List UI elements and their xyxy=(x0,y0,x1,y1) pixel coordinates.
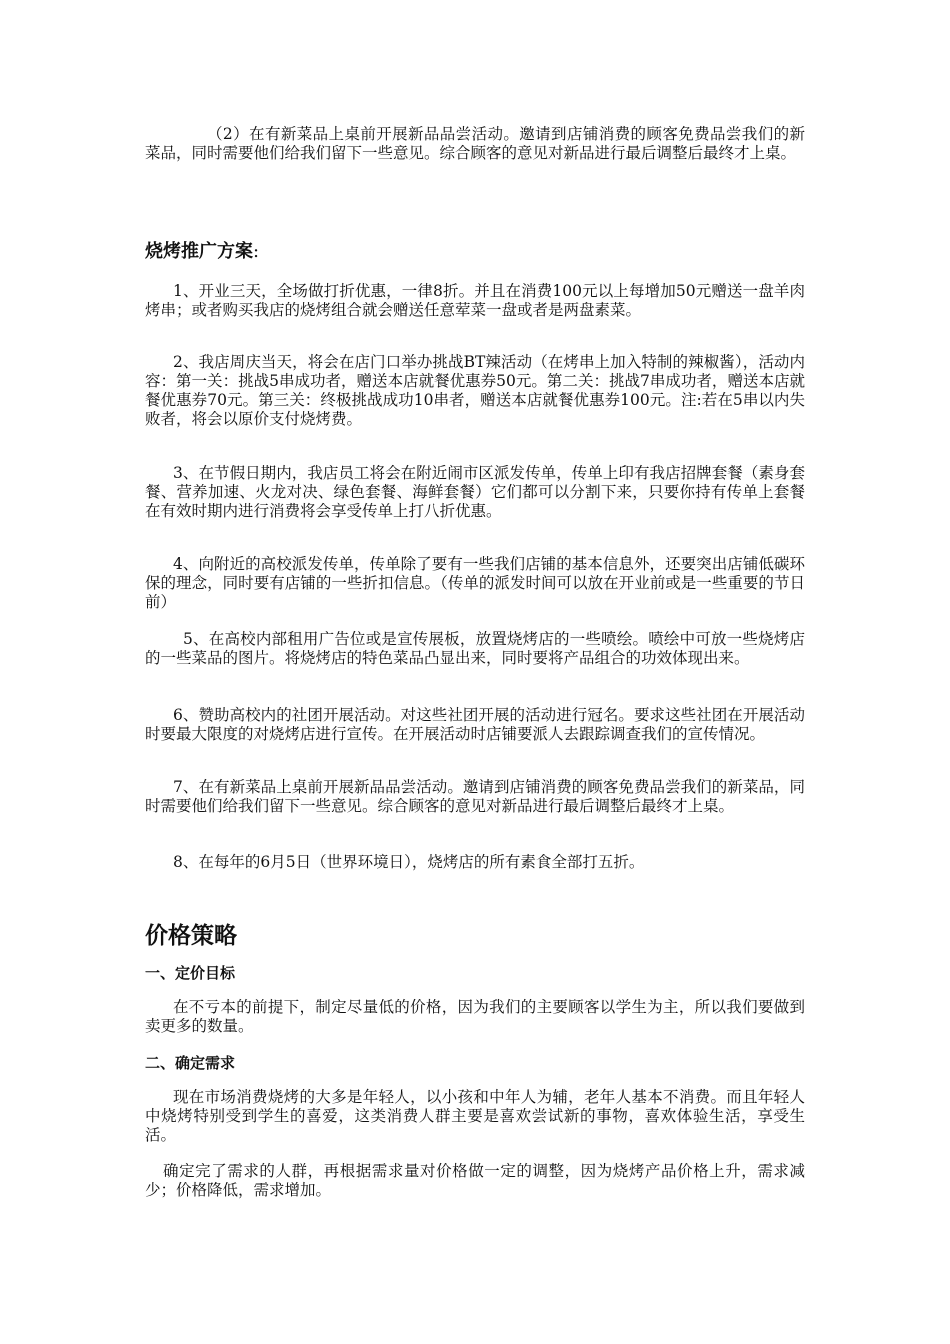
intro-paragraph: （2）在有新菜品上桌前开展新品品尝活动。邀请到店铺消费的顾客免费品尝我们的新菜品，同时需要他们给我们留下一些意见。综合顾客的意见对新品进行最后调整后最终才上桌。 xyxy=(145,125,805,162)
pricing-heading: 价格策略 xyxy=(145,923,237,949)
pricing-section2-paragraph2-block xyxy=(145,1162,805,1200)
pricing-section2-title-block xyxy=(145,1054,805,1073)
promo-item-4 xyxy=(145,555,805,612)
promo-item-text: 6、赞助高校内的社团开展活动。对这些社团开展的活动进行冠名。要求这些社团在开展活动时要最大限度的对烧烤店进行宣传。在开展活动时店铺要派人去跟踪调查我们的宣传情况。 xyxy=(145,706,805,743)
promo-heading-text: 烧烤推广方案 xyxy=(145,241,253,262)
promo-item-5 xyxy=(145,630,805,668)
promo-item-1 xyxy=(145,282,805,320)
promo-item-text: 4、向附近的高校派发传单，传单除了要有一些我们店铺的基本信息外，还要突出店铺低碳环保的理念，同时要有店铺的一些折扣信息。（传单的派发时间可以放在开业前或是一些重要的节日前） xyxy=(145,555,805,611)
promo-item-3 xyxy=(145,464,805,521)
promo-item-text: 5、在高校内部租用广告位或是宣传展板，放置烧烤店的一些喷绘。喷绘中可放一些烧烤店的一些菜品的图片。将烧烤店的特色菜品凸显出来，同时要将产品组合的功效体现出来。 xyxy=(145,630,805,667)
pricing-heading-block xyxy=(145,922,805,950)
promo-item-text: 2、我店周庆当天，将会在店门口举办挑战BT辣活动（在烤串上加入特制的辣椒酱），活动内容：第一关：挑战5串成功者，赠送本店就餐优惠券50元。第二关：挑战7串成功者，赠送本店就餐优惠券70元。第三关：终极挑战成功10串者，赠送本店就餐优惠券100元。注:若在5串以内失败者，将会以原价支付烧烤费。 xyxy=(145,353,805,428)
promo-item-6 xyxy=(145,706,805,744)
promo-heading-block xyxy=(145,241,805,263)
promo-item-2 xyxy=(145,353,805,429)
promo-item-7 xyxy=(145,778,805,816)
section-title-demand: 二、确定需求 xyxy=(145,1054,236,1072)
promo-item-text: 3、在节假日期内，我店员工将会在附近闹市区派发传单，传单上印有我店招牌套餐（素身套餐、营养加速、火龙对决、绿色套餐、海鲜套餐）它们都可以分割下来，只要你持有传单上套餐在有效时期内进行消费将会享受传单上打八折优惠。 xyxy=(145,464,805,520)
intro-paragraph-block xyxy=(145,125,805,163)
promo-heading-colon: : xyxy=(253,241,260,262)
promo-item-text: 1、开业三天，全场做打折优惠，一律8折。并且在消费100元以上每增加50元赠送一盘羊肉烤串；或者购买我店的烧烤组合就会赠送任意荤菜一盘或者是两盘素菜。 xyxy=(145,282,805,319)
demand-paragraph-2: 确定完了需求的人群，再根据需求量对价格做一定的调整，因为烧烤产品价格上升，需求减少；价格降低，需求增加。 xyxy=(145,1162,805,1199)
demand-paragraph-1: 现在市场消费烧烤的大多是年轻人，以小孩和中年人为辅，老年人基本不消费。而且年轻人中烧烤特别受到学生的喜爱，这类消费人群主要是喜欢尝试新的事物，喜欢体验生活，享受生活。 xyxy=(145,1088,805,1144)
pricing-section1-title-block xyxy=(145,964,805,983)
promo-heading xyxy=(145,241,805,263)
promo-item-text: 7、在有新菜品上桌前开展新品品尝活动。邀请到店铺消费的顾客免费品尝我们的新菜品，同时需要他们给我们留下一些意见。综合顾客的意见对新品进行最后调整后最终才上桌。 xyxy=(145,778,805,815)
promo-item-8 xyxy=(145,853,805,872)
section-title-pricing-goal: 一、定价目标 xyxy=(145,964,236,982)
pricing-goal-paragraph: 在不亏本的前提下，制定尽量低的价格，因为我们的主要顾客以学生为主，所以我们要做到卖更多的数量。 xyxy=(145,998,805,1035)
pricing-section2-paragraph1-block xyxy=(145,1088,805,1145)
pricing-section1-paragraph-block xyxy=(145,998,805,1036)
promo-item-text: 8、在每年的6月5日（世界环境日），烧烤店的所有素食全部打五折。 xyxy=(173,853,645,871)
